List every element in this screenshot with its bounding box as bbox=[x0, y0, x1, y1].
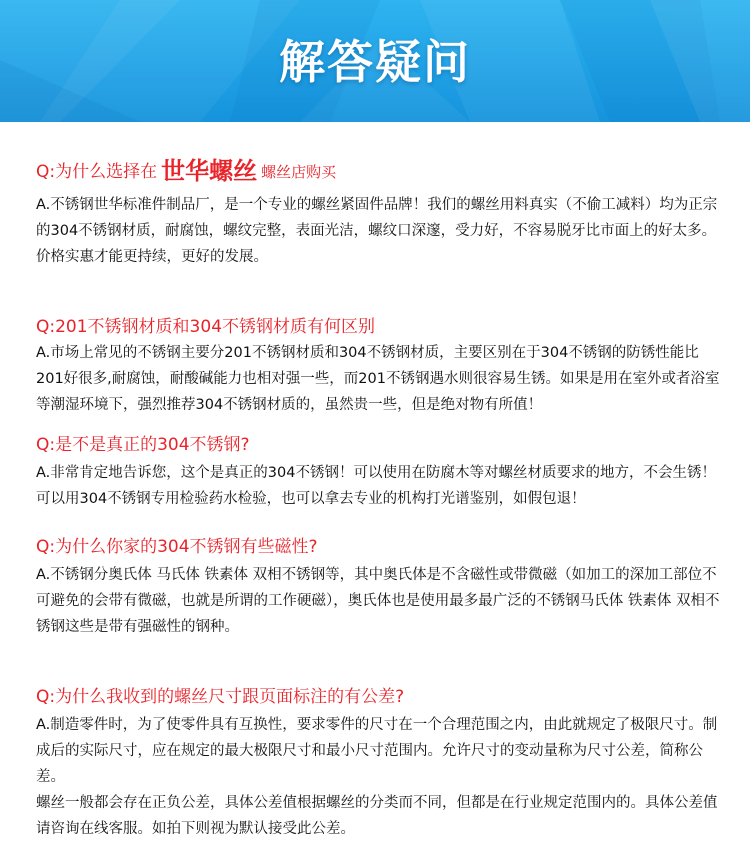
faq-answer bbox=[36, 712, 726, 842]
answer-paragraph: A.非常肯定地告诉您，这个是真正的304不锈钢！可以使用在防腐木等对螺丝材质要求的地方，不会生锈！可以用304不锈钢专用检验药水检验，也可以拿去专业的机构打光谱鉴别，如假包退！ bbox=[36, 465, 716, 507]
header-banner bbox=[0, 0, 750, 122]
answer-paragraph: A.不锈钢世华标准件制品厂，是一个专业的螺丝紧固件品牌！我们的螺丝用料真实（不偷工减料）均为正宗的304不锈钢材质，耐腐蚀，螺纹完整，表面光洁，螺纹口深邃，受力好，不容易脱牙比市面上的好太多。价格实惠才能更持续，更好的发展。 bbox=[36, 197, 718, 265]
page-title: 解答疑问 bbox=[279, 35, 471, 89]
answer-paragraph: 螺丝一般都会存在正负公差，具体公差值根据螺丝的分类而不同，但都是在行业规定范围内的。具体公差值请咨询在线客服。如拍下则视为默认接受此公差。 bbox=[36, 795, 718, 837]
faq-answer bbox=[36, 460, 726, 512]
answer-paragraph: A.制造零件时，为了使零件具有互换性，要求零件的尺寸在一个合理范围之内，由此就规定了极限尺寸。制成后的实际尺寸，应在规定的最大极限尺寸和最小尺寸范围内。允许尺寸的变动量称为尺寸公差，简称公差。 bbox=[36, 717, 718, 785]
faq-question: Q:为什么我收到的螺丝尺寸跟页面标注的有公差? bbox=[36, 687, 405, 707]
answer-paragraph: A.市场上常见的不锈钢主要分201不锈钢材质和304不锈钢材质，主要区别在于304不锈钢的防锈性能比201好很多,耐腐蚀，耐酸碱能力也相对强一些，而201不锈钢遇水则很容易生锈。如果是用在室外或者浴室等潮湿环境下，强烈推荐304不锈钢材质的，虽然贵一些，但是绝对物有所值！ bbox=[36, 345, 720, 413]
brand-name: 世华螺丝 bbox=[161, 157, 258, 185]
faq-question: Q:是不是真正的304不锈钢? bbox=[36, 435, 250, 455]
faq-answer bbox=[36, 340, 726, 418]
faq-question: Q:201不锈钢材质和304不锈钢材质有何区别 bbox=[36, 317, 376, 337]
faq-question: Q:为什么你家的304不锈钢有些磁性? bbox=[36, 537, 318, 557]
faq-question bbox=[36, 157, 337, 185]
faq-answer bbox=[36, 562, 726, 640]
question-suffix: 螺丝店购买 bbox=[261, 163, 337, 181]
answer-paragraph: A.不锈钢分奥氏体 马氏体 铁素体 双相不锈钢等，其中奥氏体是不含磁性或带微磁（如加工的深加工部位不可避免的会带有微磁，也就是所谓的工作硬磁），奥氏体也是使用最多最广泛的不锈钢马氏体 铁素体 双相不锈钢这些是带有强磁性的钢种。 bbox=[36, 567, 720, 635]
faq-answer bbox=[36, 192, 726, 270]
question-prefix: Q:为什么选择在 bbox=[36, 162, 158, 182]
